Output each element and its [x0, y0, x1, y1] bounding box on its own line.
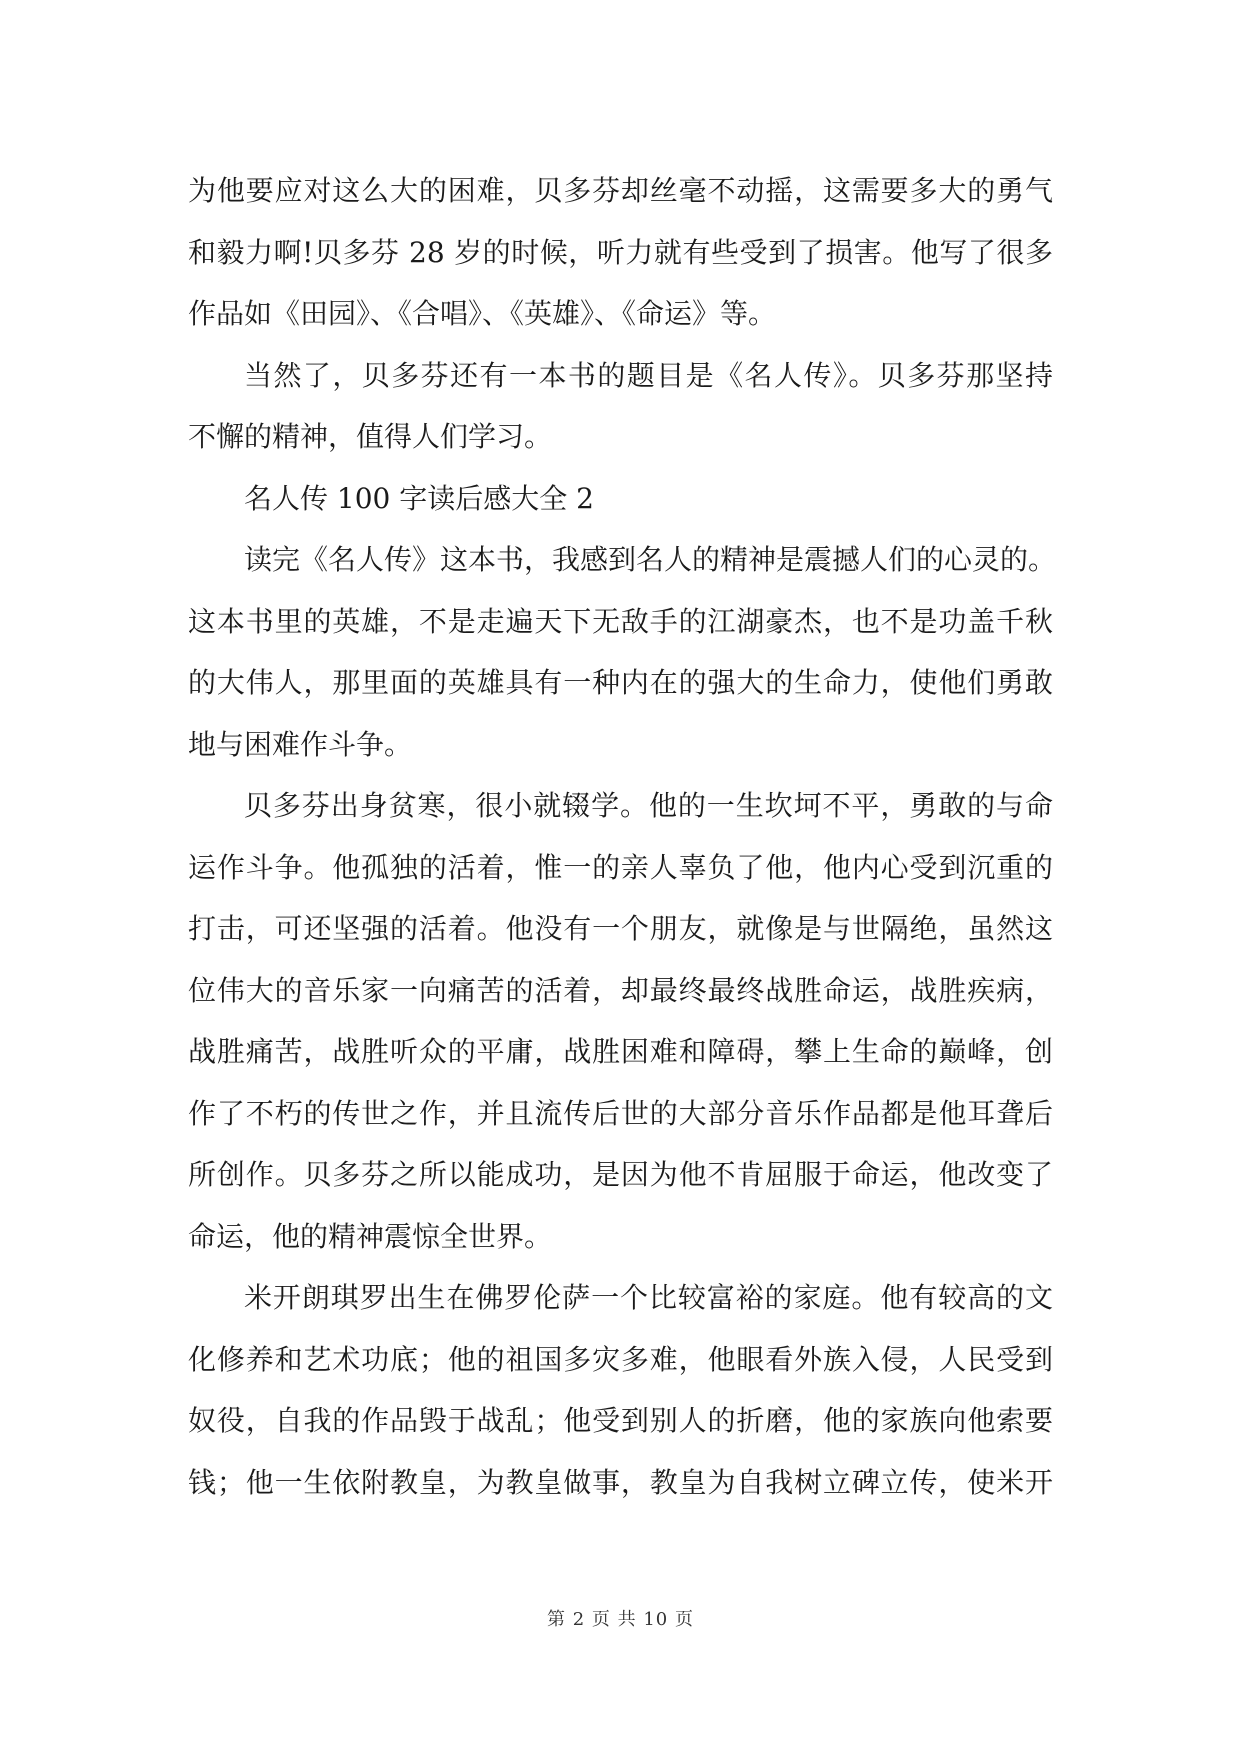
text-line: 奴役，自我的作品毁于战乱；他受到别人的折磨，他的家族向他索要	[188, 1404, 1053, 1437]
text-line: 位伟大的音乐家一向痛苦的活着，却最终最终战胜命运，战胜疾病，	[188, 973, 1053, 1007]
text-line: 化修养和艺术功底；他的祖国多灾多难，他眼看外族入侵，人民受到	[188, 1342, 1053, 1376]
text-line: 地与困难作斗争。	[188, 727, 413, 761]
text-line: 命运，他的精神震惊全世界。	[188, 1219, 553, 1253]
page-number-footer: 第 2 页 共 10 页	[547, 1609, 694, 1630]
text-line: 作品如《田园》、《合唱》、《英雄》、《命运》等。	[188, 297, 777, 330]
document-body	[188, 160, 1057, 1513]
text-line: 战胜痛苦，战胜听众的平庸，战胜困难和障碍，攀上生命的巅峰，创	[188, 1035, 1053, 1068]
text-line: 运作斗争。他孤独的活着，惟一的亲人辜负了他，他内心受到沉重的	[188, 850, 1053, 884]
text-line: 打击，可还坚强的活着。他没有一个朋友，就像是与世隔绝，虽然这	[188, 912, 1053, 945]
text-line: 所创作。贝多芬之所以能成功，是因为他不肯屈服于命运，他改变了	[188, 1158, 1053, 1191]
text-line: 为他要应对这么大的困难，贝多芬却丝毫不动摇，这需要多大的勇气	[188, 174, 1053, 207]
text-line: 钱；他一生依附教皇，为教皇做事，教皇为自我树立碑立传，使米开	[188, 1465, 1053, 1499]
text-line: 这本书里的英雄，不是走遍天下无敌手的江湖豪杰，也不是功盖千秋	[188, 604, 1053, 638]
text-line: 和毅力啊!贝多芬 28 岁的时候，听力就有些受到了损害。他写了很多	[188, 235, 1053, 269]
text-line: 的大伟人，那里面的英雄具有一种内在的强大的生命力，使他们勇敢	[188, 666, 1053, 699]
text-line: 不懈的精神，值得人们学习。	[188, 420, 553, 453]
text-line: 米开朗琪罗出生在佛罗伦萨一个比较富裕的家庭。他有较高的文	[244, 1281, 1053, 1314]
text-line: 名人传 100 字读后感大全 2	[244, 481, 594, 515]
text-line: 作了不朽的传世之作，并且流传后世的大部分音乐作品都是他耳聋后	[188, 1096, 1053, 1130]
text-line: 读完《名人传》这本书，我感到名人的精神是震撼人们的心灵的。	[244, 543, 1057, 576]
text-line: 当然了，贝多芬还有一本书的题目是《名人传》。贝多芬那坚持	[244, 358, 1053, 392]
text-line: 贝多芬出身贫寒，很小就辍学。他的一生坎坷不平，勇敢的与命	[244, 789, 1053, 822]
